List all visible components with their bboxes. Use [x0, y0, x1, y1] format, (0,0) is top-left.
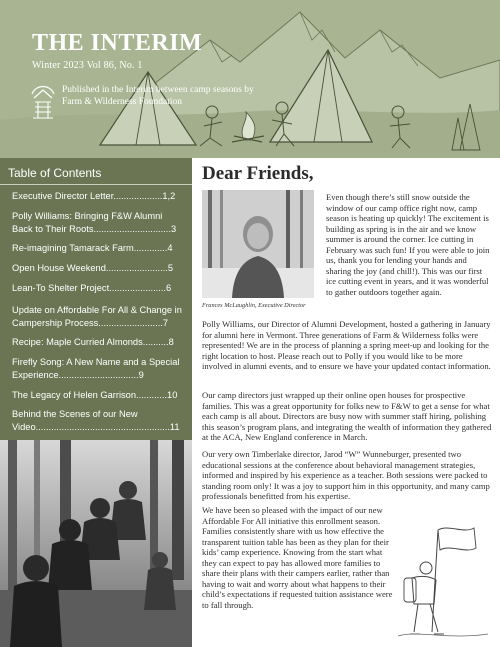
tagline: Published in the Interim between camp seasons by Farm & Wilderness Foundation [62, 85, 254, 107]
masthead-title: THE INTERIM [32, 30, 203, 56]
toc-item-open-house[interactable]: Open House Weekend........................5 [12, 263, 174, 273]
hiker-with-flag-illustration [398, 522, 494, 642]
director-portrait [202, 190, 314, 298]
portrait-caption: Frances McLaughlin, Executive Director [202, 302, 306, 309]
letter-greeting: Dear Friends, [202, 163, 314, 184]
header-banner [0, 0, 500, 158]
campers-photo [0, 440, 192, 647]
toc-item-director-letter[interactable]: Executive Director Letter...................1,2 [12, 191, 176, 201]
letter-paragraph: We have been so pleased with the impact of our new Affordable For All initiative this enrollment season. Families consistently share with us how effective the transparent tuition table has been as they plan for their kids’ camp experience. Knowing from the start what they can expect to pay has allowed more families to share their plans with their campers earlier, rather than having to wait and worry about what happens to their child’s expectations if requested tuition assistance were to fall through. [202, 505, 393, 610]
toc-item-lean-to[interactable]: Lean-To Shelter Project......................6 [12, 283, 172, 293]
farm-wilderness-logo [30, 80, 56, 122]
letter-paragraph: Even though there’s still snow outside the window of our camp office right now, camp season is heating up quickly! The excitement is building as spring is in the air and we know summer is around the corner. Ice cutting in February was such fun! If you were able to join us, thank you for lending your hands and sharing the joy (and chill!). This was our first ice cutting event in years, and it was wonderful to gather outdoors together again. [326, 192, 490, 297]
toc-item-affordable-for-all[interactable]: Update on Affordable For All & Change in Campership Process.........................7 [12, 305, 182, 328]
toc-item-maple-almonds[interactable]: Recipe: Maple Curried Almonds..........8 [12, 337, 174, 347]
letter-paragraph: Our very own Timberlake director, Jarod “W” Wunneburger, presented two educational sessions at the conference about behavioral management strategies, informed and inspired by his experience as a teacher. Both sessions were packed to standing room only! It was a joy to support him in this opportunity, and many camp professionals benefitted from his expertise. [202, 449, 490, 501]
letter-paragraph: Our camp directors just wrapped up their online open houses for prospective families. This was a great opportunity for folks new to F&W to get a sense for what each camp is all about. Directors are busy now with summer staff hiring, polishing this season’s program plans, and integrating the wealth of information they gathered at the ACA, New England conference in March. [202, 390, 492, 442]
table-of-contents [0, 158, 192, 440]
toc-item-helen-garrison[interactable]: The Legacy of Helen Garrison............10 [12, 390, 178, 400]
letter-paragraph: Polly Williams, our Director of Alumni Development, hosted a gathering in January for alumni here in Vermont. Three generations of Farm & Wilderness folks were represented! We are in the process of planning a spring meet-up and looking for the right location to host. Please reach out to Polly if you would like to be more involved in alumni events, and to ensure we have your updated contact information. [202, 319, 491, 371]
toc-item-polly-williams[interactable]: Polly Williams: Bringing F&W Alumni Back to Their Roots..............................3 [12, 211, 177, 234]
camp-scene-illustration [0, 0, 500, 158]
toc-item-behind-the-scenes[interactable]: Behind the Scenes of our New Video....................................................11 [12, 409, 180, 432]
toc-divider [0, 184, 192, 185]
toc-item-tamarack-farm[interactable]: Re-imagining Tamarack Farm.............4 [12, 243, 173, 253]
issue-line: Winter 2023 Vol 86, No. 1 [32, 60, 143, 71]
toc-title: Table of Contents [8, 166, 102, 180]
toc-item-firefly-song[interactable]: Firefly Song: A New Name and a Special Experience...............................9 [12, 357, 180, 380]
